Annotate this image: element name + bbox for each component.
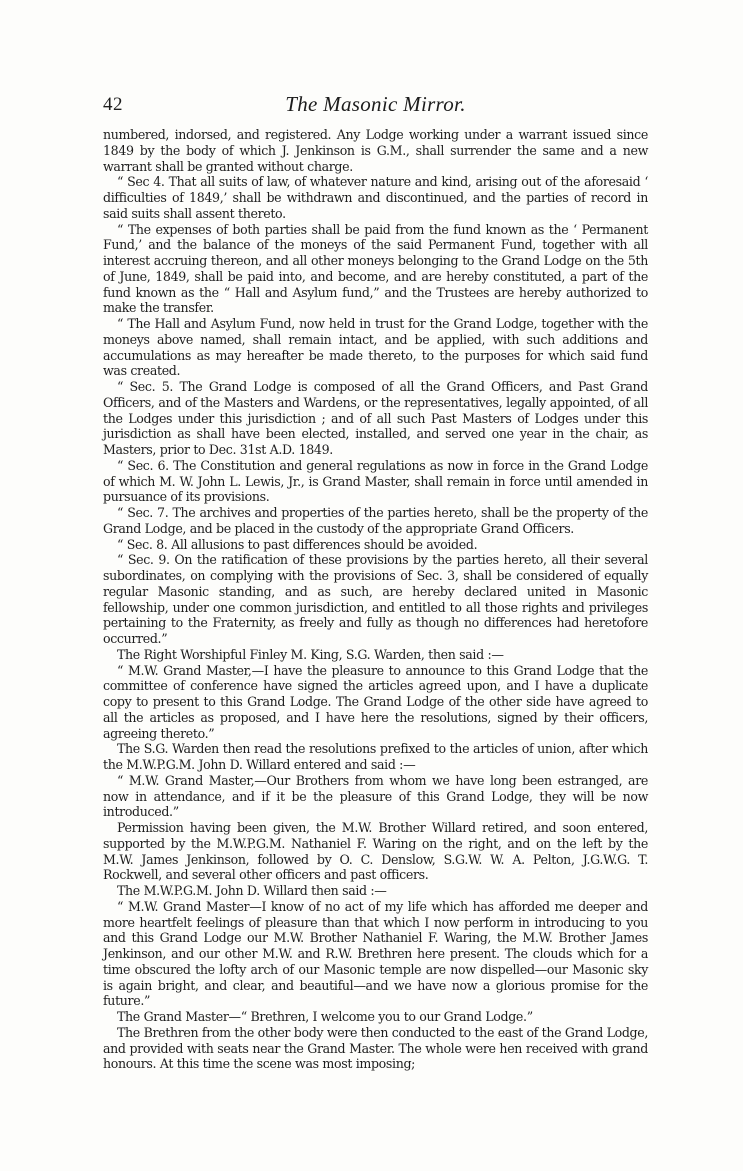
- paragraph: Permission having been given, the M.W. Brother Willard retired, and soon entered, supported by the M.W.P.G.M. Nathaniel F. Waring on the right, and on the left by the M.W. James Jenkinson, followed by O. C. Denslow, S.G.W. W. A. Pelton, J.G.W.G. T. Rockwell, and several other officers and past officers.: [103, 820, 648, 883]
- paragraph: The Grand Master—“ Brethren, I welcome you to our Grand Lodge.”: [117, 1009, 533, 1024]
- document-page: [103, 92, 648, 1072]
- page-number: 42: [103, 94, 123, 115]
- paragraph: numbered, indorsed, and registered. Any Lodge working under a warrant issued since 1849 by the body of which J. Jenkinson is G.M., shall surrender the same and a new warrant shall be granted without charge.: [103, 127, 648, 174]
- paragraph: The Right Worshipful Finley M. King, S.G. Warden, then said :—: [117, 646, 504, 662]
- paragraph: “ The expenses of both parties shall be paid from the fund known as the ‘ Permanent Fund,’ and the balance of the moneys of the said Permanent Fund, together with all interest accruing thereon, and all other moneys belonging to the Grand Lodge on the 5th of June, 1849, shall be paid into, and become, and are hereby constituted, a part of the fund known as the “ Hall and Asylum fund,” and the Trustees are hereby authorized to make the transfer.: [103, 221, 648, 316]
- paragraph: “ M.W. Grand Master—I know of no act of my life which has afforded me deeper and more heartfelt feelings of pleasure than that which I now perform in introducing to you and this Grand Lodge our M.W. Brother Nathaniel F. Waring, the M.W. Brother James Jenkinson, and our other M.W. and R.W. Brethren here present. The clouds which for a time obscured the lofty arch of our Masonic temple are now dispelled—our Masonic sky is again bright, and clear, and beautiful—and we have now a glorious promise for the future.”: [103, 898, 648, 1009]
- paragraph: “ Sec. 6. The Constitution and general regulations as now in force in the Grand Lodge of which M. W. John L. Lewis, Jr., is Grand Master, shall remain in force until amended in pursuance of its provisions.: [103, 457, 648, 505]
- paragraph: “ Sec. 8. All allusions to past differences should be avoided.: [117, 536, 478, 552]
- paragraph: The S.G. Warden then read the resolutions prefixed to the articles of union, after which the M.W.P.G.M. John D. Willard entered and said :—: [103, 741, 648, 772]
- body-text: [103, 127, 648, 1072]
- page-header: [103, 92, 648, 122]
- paragraph: “ M.W. Grand Master,—Our Brothers from whom we have long been estranged, are now in attendance, and if it be the pleasure of this Grand Lodge, they will be now introduced.”: [103, 772, 648, 820]
- paragraph: The M.W.P.G.M. John D. Willard then said :—: [117, 883, 387, 898]
- paragraph: “ Sec 4. That all suits of law, of whatever nature and kind, arising out of the aforesaid ‘ difficulties of 1849,’ shall be withdrawn and discontinued, and the parties of record in said suits shall assent thereto.: [103, 174, 648, 221]
- paragraph: The Brethren from the other body were then conducted to the east of the Grand Lodge, and provided with seats near the Grand Master. The whole were hen received with grand honours. At this time the scene was most imposing;: [103, 1024, 648, 1072]
- paragraph: “ Sec. 5. The Grand Lodge is composed of all the Grand Officers, and Past Grand Officers, and of the Masters and Wardens, or the representatives, legally appointed, of all the Lodges under this jurisdiction ; and of all such Past Masters of Lodges under this jurisdiction as shall have been elected, installed, and served one year in the chair, as Masters, prior to Dec. 31st A.D. 1849.: [103, 379, 648, 457]
- paragraph: “ M.W. Grand Master,—I have the pleasure to announce to this Grand Lodge that the committee of conference have signed the articles agreed upon, and I have a duplicate copy to present to this Grand Lodge. The Grand Lodge of the other side have agreed to all the articles as proposed, and I have here the resolutions, signed by their officers, agreeing thereto.”: [103, 662, 648, 741]
- paragraph: “ Sec. 7. The archives and properties of the parties hereto, shall be the property of the Grand Lodge, and be placed in the custody of the appropriate Grand Officers.: [103, 505, 648, 536]
- paragraph: “ The Hall and Asylum Fund, now held in trust for the Grand Lodge, together with the moneys above named, shall remain intact, and be applied, with such additions and accumulations as may hereafter be made thereto, to the purposes for which said fund was created.: [103, 316, 648, 379]
- running-title: The Masonic Mirror.: [285, 92, 466, 116]
- paragraph: “ Sec. 9. On the ratification of these provisions by the parties hereto, all their several subordinates, on complying with the provisions of Sec. 3, shall be considered of equally regular Masonic standing, and as such, are hereby declared united in Masonic fellowship, under one common jurisdiction, and entitled to all those rights and privileges pertaining to the Fraternity, as freely and fully as though no differences had heretofore occurred.”: [103, 552, 648, 646]
